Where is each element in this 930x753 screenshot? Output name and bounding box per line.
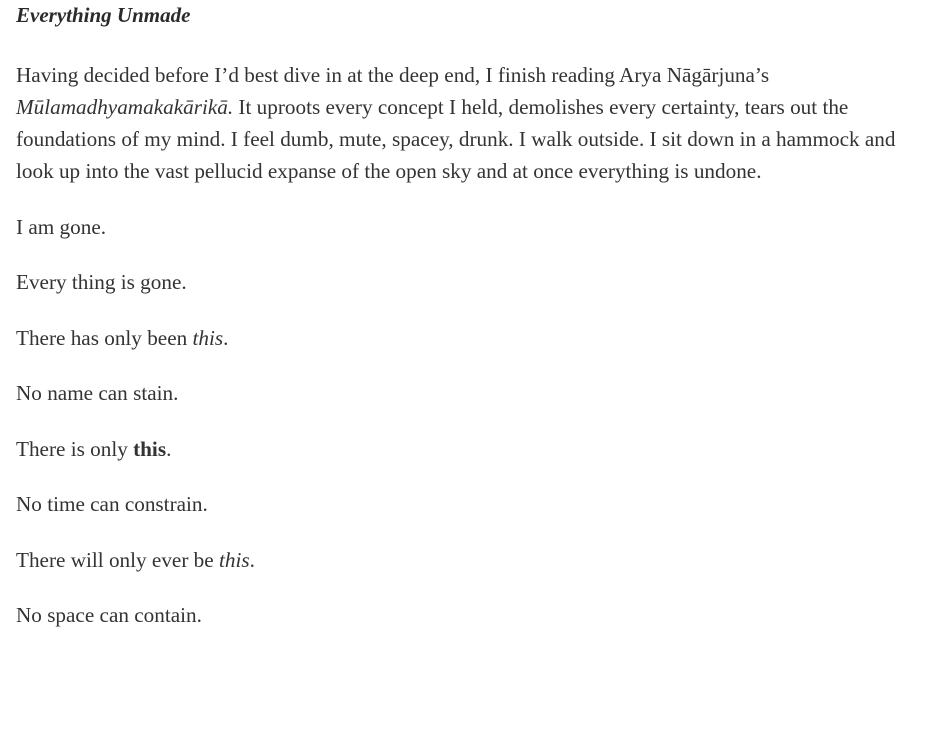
line-only-ever-emphasis: this	[218, 547, 250, 572]
line-only-ever-suffix: .	[249, 547, 255, 572]
line-only-been-prefix: There has only been	[16, 325, 193, 350]
line-only-been-suffix: .	[223, 325, 229, 350]
line-every-thing-gone: Every thing is gone.	[16, 270, 187, 294]
line-only-is-suffix: .	[166, 436, 172, 461]
line-i-am-gone: I am gone.	[16, 214, 107, 239]
line-no-space: No space can contain.	[16, 603, 202, 627]
article	[16, 0, 921, 631]
line-only-been-emphasis: this	[192, 325, 224, 350]
line-only-this	[16, 433, 921, 465]
book-title: Mūlamadhyamakakārikā.	[16, 95, 234, 119]
line-only-ever-this	[16, 544, 921, 576]
line-no-name: No name can stain.	[16, 381, 179, 405]
line-only-ever-prefix: There will only ever be	[16, 547, 219, 572]
line-only-is-prefix: There is only	[16, 436, 134, 461]
article-title: Everything Unmade	[16, 3, 191, 27]
intro-text-start: Having decided before I’d best dive in at the deep end, I finish reading Arya Nāgārjuna’s	[16, 63, 770, 87]
line-no-time: No time can constrain.	[16, 492, 208, 516]
intro-paragraph	[16, 59, 921, 187]
intro-text-end: It uproots every concept I held, demolishes every certainty, tears out the foundations of my mind. I feel dumb, mute, spacey, drunk. I walk outside. I sit down in a hammock and look up into the vast pellucid expanse of the open sky and at once everything is undone.	[16, 95, 896, 183]
line-only-is-emphasis: this	[133, 436, 167, 461]
line-only-been-this	[16, 322, 921, 354]
